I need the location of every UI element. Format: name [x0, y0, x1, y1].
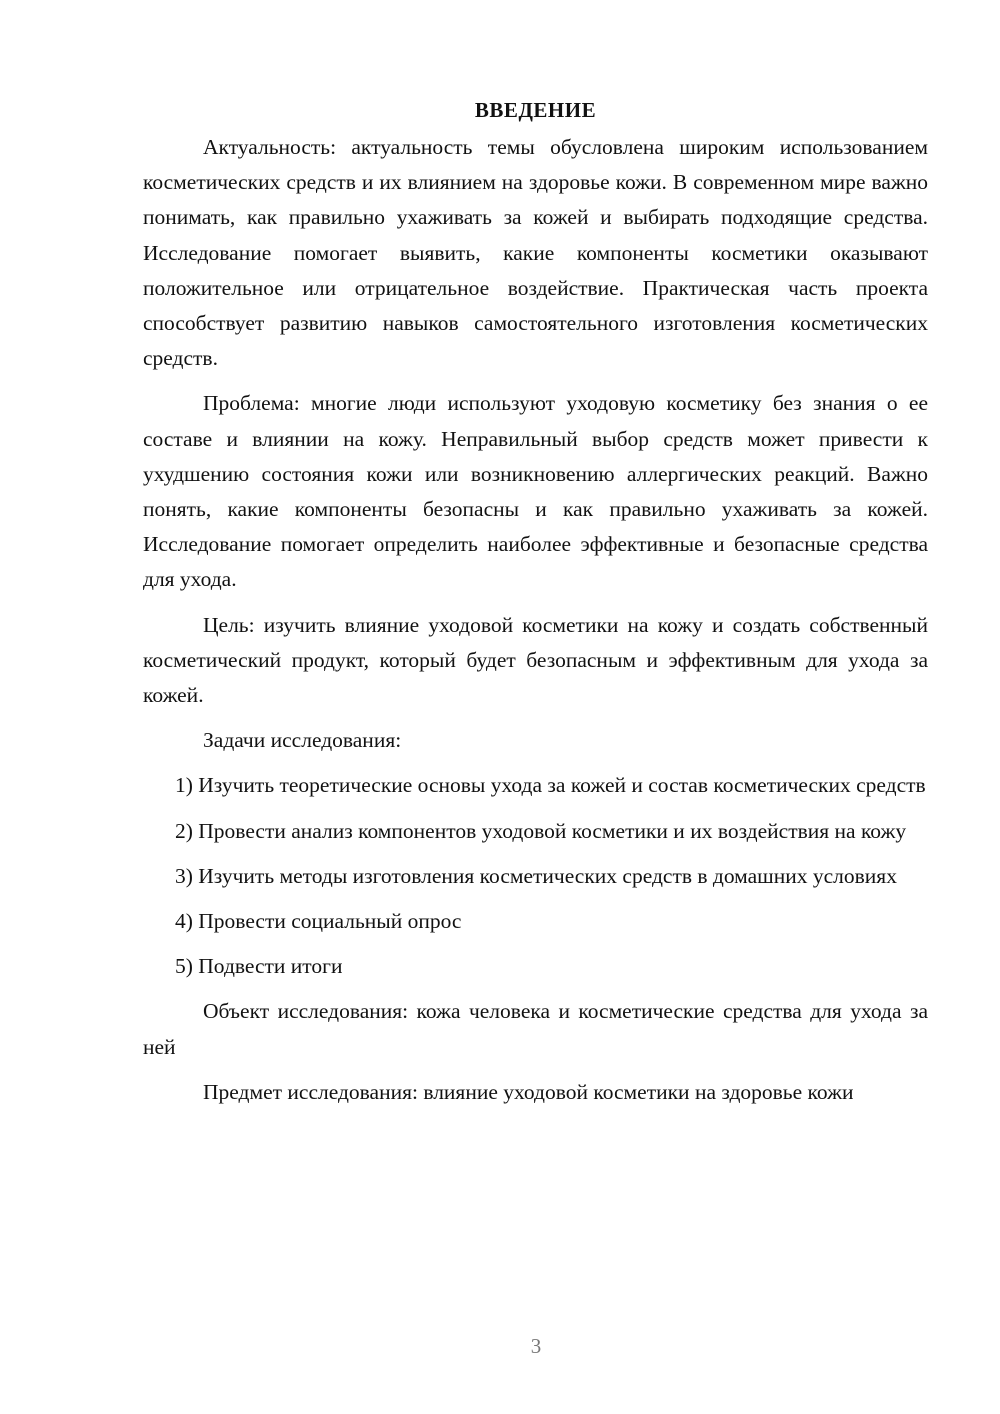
- problem-paragraph: Проблема: многие люди используют уходовую косметику без знания о ее составе и влиянии на кожу. Неправильный выбор средств может привести к ухудшению состояния кожи или возникновению аллергических реакций. Важно понять, какие компоненты безопасны и как правильно ухаживать за кожей. Исследование помогает определить наиболее эффективные и безопасные средства для ухода.: [143, 391, 928, 592]
- task-item: 5) Подвести итоги: [175, 954, 343, 979]
- research-subject-paragraph: Предмет исследования: влияние уходовой косметики на здоровье кожи: [203, 1079, 854, 1104]
- goal-paragraph: Цель: изучить влияние уходовой косметики на кожу и создать собственный косметический продукт, который будет безопасным и эффективным для ухода за кожей.: [143, 612, 928, 708]
- document-page: [143, 92, 928, 1120]
- task-item: 2) Провести анализ компонентов уходовой косметики и их воздействия на кожу: [175, 818, 907, 843]
- page-number: 3: [530, 1334, 542, 1358]
- task-item: 1) Изучить теоретические основы ухода за кожей и состав косметических средств: [175, 773, 926, 798]
- relevance-paragraph: Актуальность: актуальность темы обусловлена широким использованием косметических средств и их влиянием на здоровье кожи. В современном мире важно понимать, как правильно ухаживать за кожей и выбирать подходящие средства. Исследование помогает выявить, какие компоненты косметики оказывают положительное или отрицательное воздействие. Практическая часть проекта способствует развитию навыков самостоятельного изготовления косметических средств.: [143, 135, 928, 371]
- tasks-list: [143, 768, 928, 984]
- page-title: ВВЕДЕНИЕ: [474, 98, 597, 122]
- task-item: 3) Изучить методы изготовления косметических средств в домашних условиях: [175, 863, 897, 888]
- tasks-heading: Задачи исследования:: [203, 728, 402, 753]
- task-item: 4) Провести социальный опрос: [175, 909, 462, 934]
- research-object-paragraph: Объект исследования: кожа человека и косметические средства для ухода за ней: [143, 999, 928, 1059]
